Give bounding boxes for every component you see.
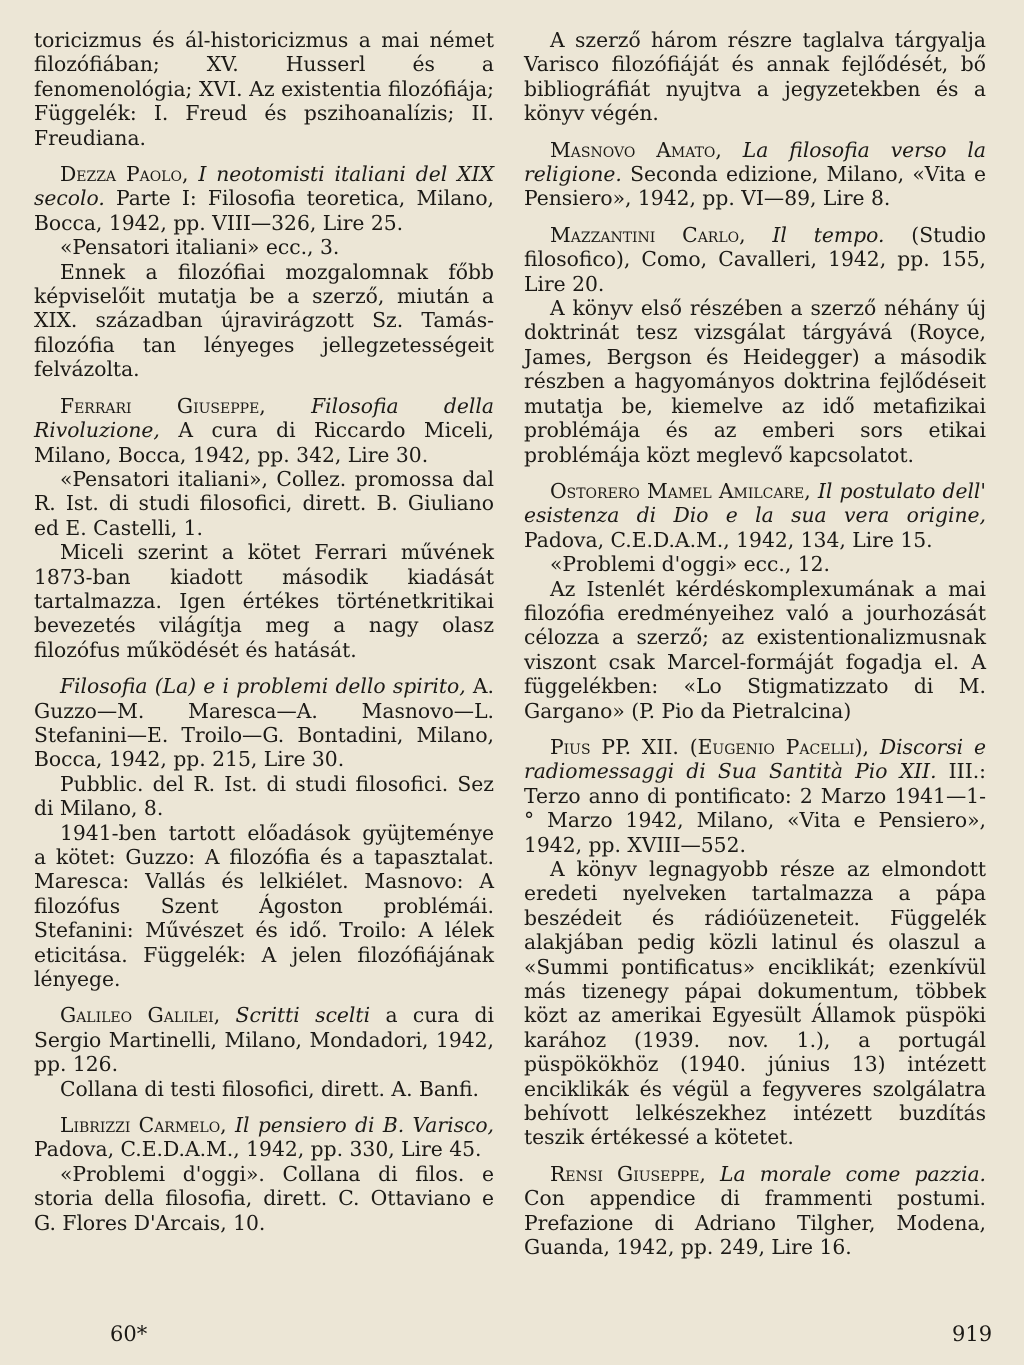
entry-title: La filosofia verso la religione. [524, 137, 986, 187]
bibliography-entry [524, 223, 986, 467]
entry-author: Mazzantini Carlo, [550, 222, 746, 247]
entry-publication: Con appendice di frammenti postumi. Prefazione di Adriano Tilgher, Modena, Guanda, 1942, pp. 249, Lire 16. [524, 1186, 986, 1260]
bibliography-entry [34, 1003, 494, 1101]
entry-heading [34, 1003, 494, 1076]
bibliography-entry [524, 479, 986, 723]
entry-heading [34, 162, 494, 235]
entry-publication: a cura di Sergio Martinelli, Milano, Mondadori, 1942, pp. 126. [34, 1003, 494, 1077]
paragraph: A szerző három részre taglalva tárgyalja Varisco filozófiáját és annak fejlődését, bő bibliográfiát nyujtva a jegyzetekben és a könyv végén. [524, 28, 986, 126]
entry-author: Ostorero Mamel Amilcare, [550, 478, 811, 503]
series-line: Pubblic. del R. Ist. di studi filosofici. Sez di Milano, 8. [34, 771, 494, 821]
bibliography-entry [34, 394, 494, 662]
entry-title: Scritti scelti [235, 1003, 371, 1028]
entry-author: Rensi Giuseppe, [550, 1161, 706, 1186]
entry-publication: Padova, C.E.D.A.M., 1942, 134, Lire 15. [524, 527, 933, 552]
bibliography-entry [34, 674, 494, 991]
entry-heading [34, 1113, 494, 1162]
entry-title: Discorsi e radiomessaggi di Sua Santità Pio XII. [524, 734, 986, 784]
bibliography-entry [34, 162, 494, 382]
entry-author: Pius PP. XII. (Eugenio Pacelli), [550, 734, 869, 759]
entry-publication: Seconda edizione, Milano, «Vita e Pensiero», 1942, pp. VI—89, Lire 8. [524, 162, 986, 211]
bibliography-entry [524, 1162, 986, 1260]
entry-heading [34, 674, 494, 772]
series-line: «Problemi d'oggi» ecc., 12. [550, 552, 830, 577]
entry-continuation [524, 28, 986, 126]
entry-description: 1941-ben tartott előadások gyüjteménye a kötet: Guzzo: A filozófia és a tapasztalat. Maresca: Vallás és lelkiélet. Masnovo: A filozófus Szent Ágoston problémái. Stefanini: Művészet és idő. Troilo: A lélek eticitása. Függelék: A jelen filozófiájának lényege. [34, 820, 494, 992]
paragraph: toricizmus és ál-historicizmus a mai német filozófiában; XV. Husserl és a fenomenológia; XVI. Az existentia filozófiája; Függelék: I. Freud és pszihoanalízis; II. Freudiana. [34, 28, 494, 150]
signature-mark: 60* [110, 1322, 148, 1346]
entry-description: Az Istenlét kérdéskomplexumának a mai filozófia eredményeihez való a jourhozását célozza a szerző; az existentionalizmusnak viszont csak Marcel-formáját fogadja el. A függelékben: «Lo Stigmatizzato di M. Gargano» (P. Pio da Pietralcina) [524, 576, 986, 723]
bibliography-entry [524, 138, 986, 211]
right-column [524, 28, 986, 1260]
series-line: «Pensatori italiani», Collez. promossa dal R. Ist. di studi filosofici, dirett. B. Giuliano ed E. Castelli, 1. [34, 466, 494, 540]
entry-publication: A. Guzzo—M. Maresca—A. Masnovo—L. Stefanini—E. Troilo—G. Bontadini, Milano, Bocca, 1942, pp. 215, Lire 30. [34, 674, 494, 772]
entry-title: Il tempo. [772, 222, 885, 247]
entry-continuation [34, 28, 494, 150]
entry-title: Il pensiero di B. Varisco, [234, 1113, 494, 1138]
entry-heading [524, 1162, 986, 1260]
entry-publication: (Studio filosofico), Como, Cavalleri, 1942, pp. 155, Lire 20. [524, 222, 986, 296]
entry-author: Masnovo Amato, [550, 137, 722, 162]
entry-title: Filosofia della Rivoluzione, [34, 393, 494, 443]
entry-publication: III.: Terzo anno di pontificato: 2 Marzo 1941—1-° Marzo 1942, Milano, «Vita e Pensiero», 1942, pp. XVIII—552. [524, 759, 986, 857]
entry-heading [34, 394, 494, 467]
left-column [34, 28, 494, 1235]
bibliography-entry [34, 1113, 494, 1235]
entry-author: Librizzi Carmelo, [60, 1113, 227, 1138]
entry-description: Ennek a filozófiai mozgalomnak főbb képviselőit mutatja be a szerző, miután a XIX. században újravirágzott Sz. Tamás-filozófia tan lényeges jellegzetességeit felvázolta. [34, 259, 494, 382]
series-line: Collana di testi filosofici, dirett. A. Banfi. [60, 1076, 479, 1101]
entry-publication: Padova, C.E.D.A.M., 1942, pp. 330, Lire 45. [34, 1137, 482, 1162]
series-line: «Problemi d'oggi». Collana di filos. e storia della filosofia, dirett. C. Ottaviano e G. Flores D'Arcais, 10. [34, 1161, 494, 1235]
entry-title: Il postulato dell' esistenza di Dio e la sua vera origine, [524, 478, 986, 528]
entry-heading [524, 138, 986, 211]
entry-heading [524, 735, 986, 857]
entry-author: Galileo Galilei, [60, 1003, 221, 1028]
bibliography-entry [524, 735, 986, 1150]
page-number: 919 [952, 1322, 993, 1346]
entry-title: Filosofia (La) e i problemi dello spirito, [60, 674, 466, 699]
entry-description: A könyv legnagyobb része az elmondott eredeti nyelveken tartalmazza a pápa beszédeit és rádióüzeneteit. Függelék alakjában pedig közli latinul és olaszul a «Summi pontificatus» enciklikát; ezenkívül más tizenegy pápai dokumentum, többek közt az amerikai Egyesült Államok püspöki karához (1939. nov. 1.), a portugál püspökökhöz (1940. június 13) intézett enciklikák és végül a fegyveres szolgálatra behívott lelkészekhez intézett buzdítás teszik értékessé a kötetet. [524, 857, 986, 1150]
entry-title: La morale come pazzia. [720, 1161, 987, 1186]
entry-author: Dezza Paolo, [60, 162, 189, 187]
entry-publication: A cura di Riccardo Miceli, Milano, Bocca, 1942, pp. 342, Lire 30. [34, 418, 494, 467]
entry-title: I neotomisti italiani del XIX secolo. [34, 162, 495, 211]
entry-description: A könyv első részében a szerző néhány új doktrinát tesz vizsgálat tárgyává (Royce, James, Bergson és Heidegger) a második részben a hagyományos doktrina fejlődéseit mutatja be, kiemelve az idő metafizikai problémája és az emberi sors etikai problémája közt meglevő kapcsolatot. [524, 296, 986, 467]
entry-description: Miceli szerint a kötet Ferrari művének 1873-ban kiadott második kiadását tartalmazza. Igen értékes történetkritikai bevezetés világítja meg a nagy olasz filozófus működését és hatását. [34, 540, 494, 662]
entry-author: Ferrari Giuseppe, [60, 393, 266, 418]
entry-publication: Parte I: Filosofia teoretica, Milano, Bocca, 1942, pp. VIII—326, Lire 25. [34, 186, 494, 235]
series-line: «Pensatori italiani» ecc., 3. [60, 235, 340, 260]
entry-heading [524, 223, 986, 296]
entry-heading [524, 479, 986, 552]
